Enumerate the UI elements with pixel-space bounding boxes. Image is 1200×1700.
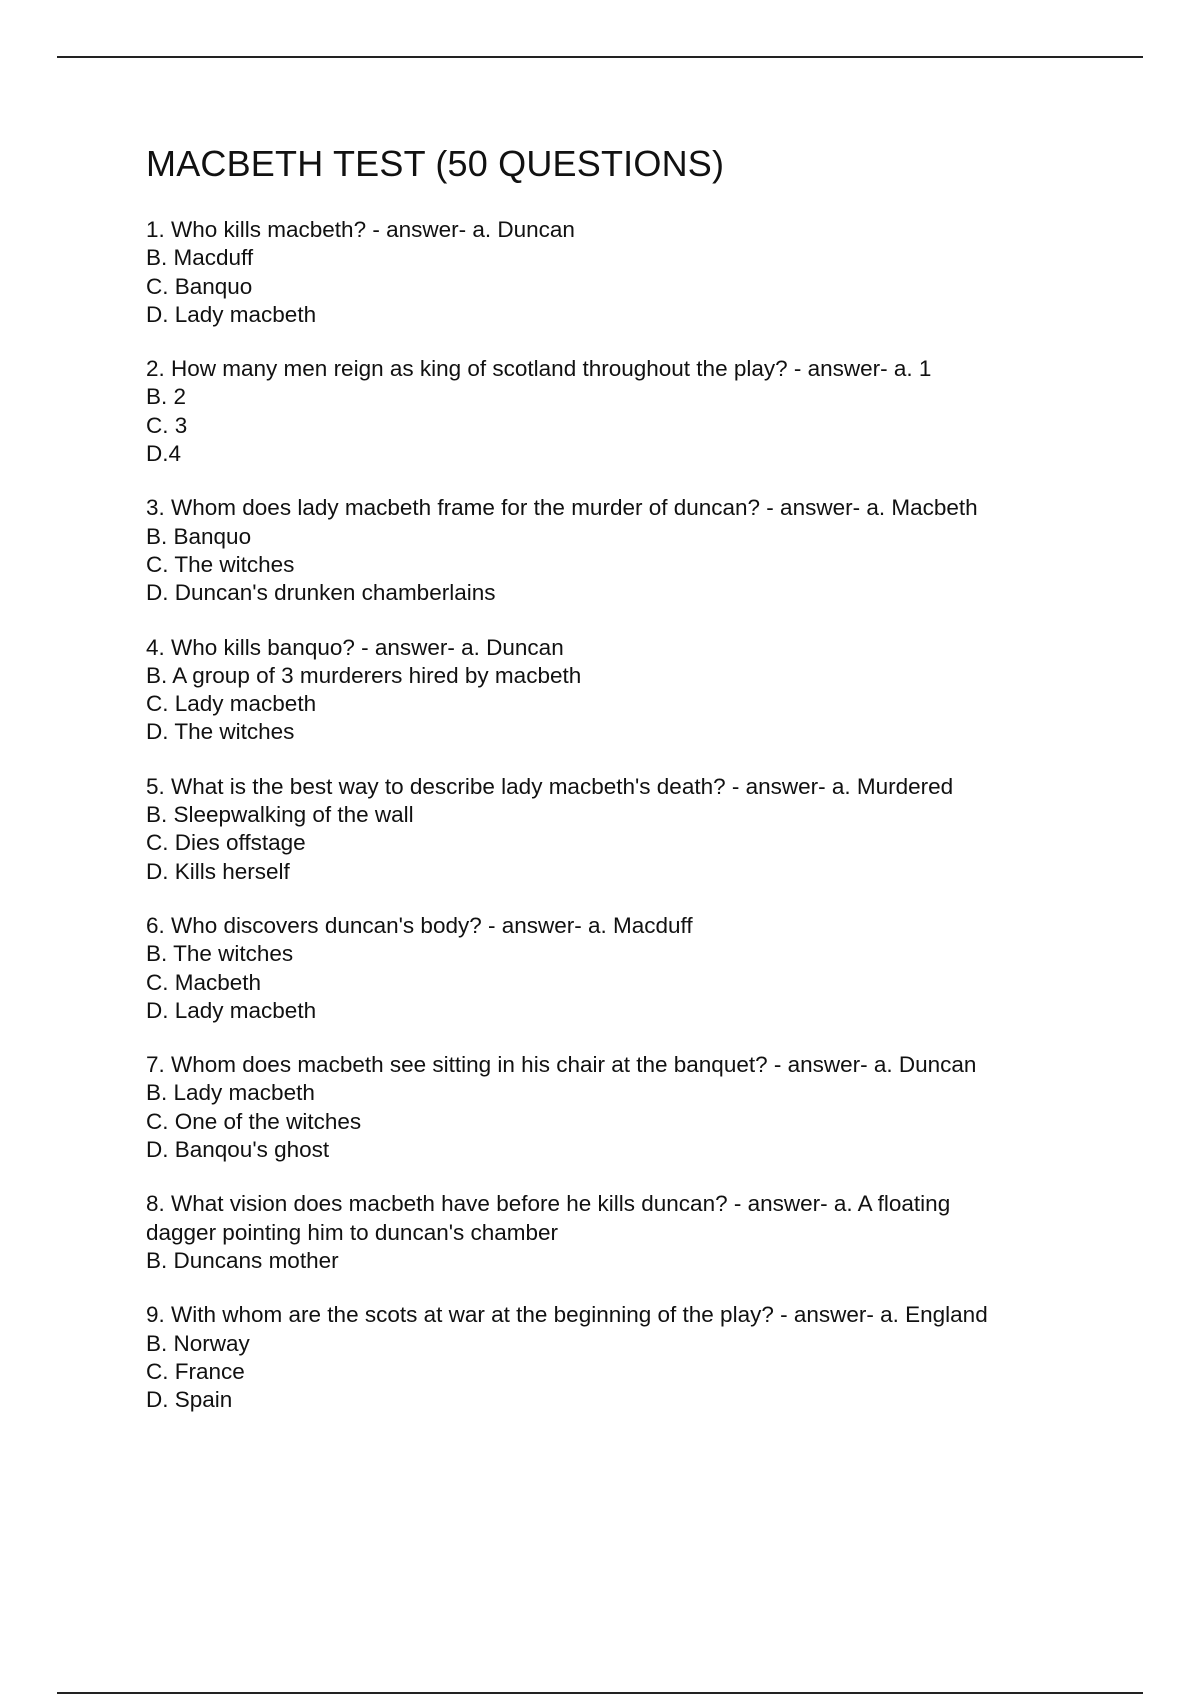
answer-option: C. One of the witches <box>146 1108 362 1134</box>
question-text: 2. How many men reign as king of scotland throughout the play? - answer- a. 1 <box>146 356 932 382</box>
answer-option: C. 3 <box>146 412 188 438</box>
question-block <box>146 355 1076 468</box>
question-text: 5. What is the best way to describe lady macbeth's death? - answer- a. Murdered <box>146 773 954 799</box>
answer-option: D. Banqou's ghost <box>146 1137 330 1163</box>
question-text: 9. With whom are the scots at war at the beginning of the play? - answer- a. England <box>146 1302 988 1328</box>
question-text: 8. What vision does macbeth have before he kills duncan? - answer- a. A floating <box>146 1191 951 1217</box>
answer-option: D. Lady macbeth <box>146 301 317 327</box>
answer-option: C. Lady macbeth <box>146 691 317 717</box>
answer-option: D. Spain <box>146 1387 233 1413</box>
question-text: 7. Whom does macbeth see sitting in his chair at the banquet? - answer- a. Duncan <box>146 1052 977 1078</box>
answer-option: D.4 <box>146 441 182 467</box>
answer-option: C. Banquo <box>146 273 253 299</box>
question-block <box>146 1190 1076 1275</box>
page-title: MACBETH TEST (50 QUESTIONS) <box>146 143 725 184</box>
question-text: 3. Whom does lady macbeth frame for the murder of duncan? - answer- a. Macbeth <box>146 495 978 521</box>
question-text: 6. Who discovers duncan's body? - answer- a. Macduff <box>146 912 693 938</box>
document-body <box>146 140 1076 1440</box>
answer-option: D. Kills herself <box>146 858 290 884</box>
answer-option: D. The witches <box>146 719 295 745</box>
answer-option: C. France <box>146 1358 245 1384</box>
question-text: 1. Who kills macbeth? - answer- a. Duncan <box>146 217 575 242</box>
top-divider <box>57 56 1143 58</box>
answer-option: B. Banquo <box>146 523 252 549</box>
bottom-divider <box>57 1692 1143 1694</box>
question-block <box>146 912 1076 1025</box>
answer-option: C. The witches <box>146 551 295 577</box>
answer-option: B. Macduff <box>146 245 254 271</box>
question-block <box>146 1301 1076 1414</box>
answer-option: B. Duncans mother <box>146 1247 339 1273</box>
answer-option: D. Lady macbeth <box>146 997 317 1023</box>
question-block <box>146 1051 1076 1164</box>
answer-option: B. A group of 3 murderers hired by macbeth <box>146 662 582 688</box>
answer-option: B. Lady macbeth <box>146 1080 315 1106</box>
answer-option: B. 2 <box>146 384 187 410</box>
question-block <box>146 494 1076 607</box>
question-block <box>146 634 1076 747</box>
answer-option: B. The witches <box>146 941 294 967</box>
answer-option: C. Dies offstage <box>146 830 306 856</box>
answer-option: B. Sleepwalking of the wall <box>146 802 414 828</box>
question-text: 4. Who kills banquo? - answer- a. Duncan <box>146 634 564 660</box>
question-text-continued: dagger pointing him to duncan's chamber <box>146 1219 559 1245</box>
answer-option: B. Norway <box>146 1330 250 1356</box>
question-block <box>146 773 1076 886</box>
answer-option: D. Duncan's drunken chamberlains <box>146 580 496 606</box>
question-block <box>146 216 1076 329</box>
answer-option: C. Macbeth <box>146 969 262 995</box>
